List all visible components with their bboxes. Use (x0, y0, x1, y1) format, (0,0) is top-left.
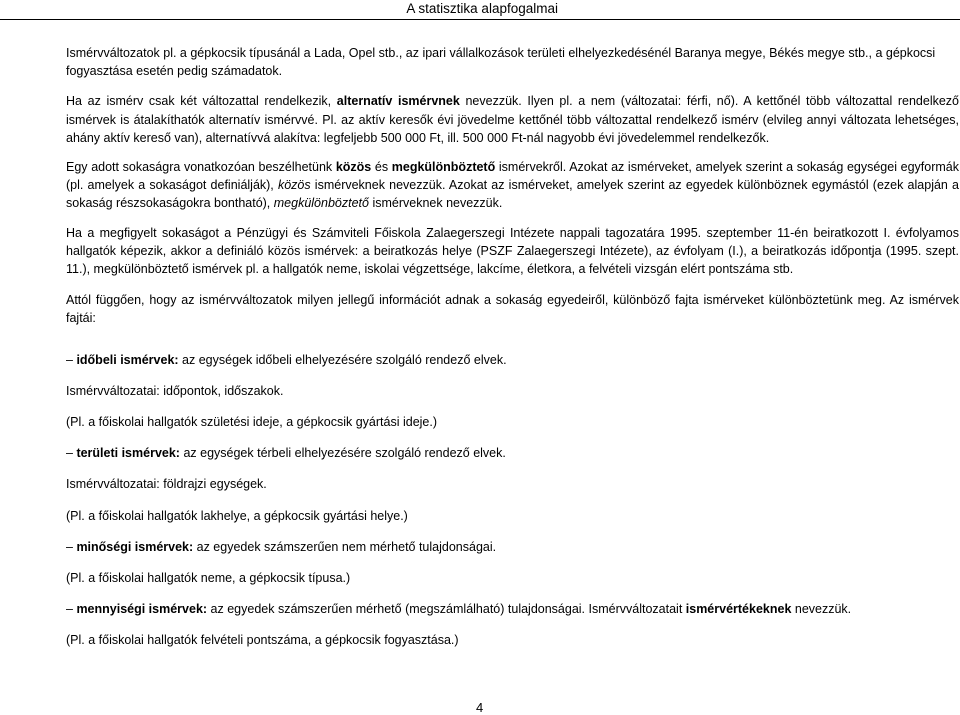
term-criterion-values: ismérvértékeknek (685, 602, 792, 617)
list-item-spatial: – területi ismérvek: az egységek térbeli elhelyezésére szolgáló rendező elvek. (66, 444, 959, 462)
term-spatial: területi ismérvek: (76, 446, 180, 461)
list-item-temporal: – időbeli ismérvek: az egységek időbeli elhelyezésére szolgáló rendező elvek. (66, 351, 959, 369)
spatial-example: (Pl. a főiskolai hallgatók lakhelye, a gépkocsik gyártási helye.) (66, 508, 408, 523)
page-header (0, 0, 960, 18)
paragraph-criteria-types-intro: Attól függően, hogy az ismérvváltozatok milyen jellegű információt adnak a sokaság egyedeiről, különböző fajta ismérveket különböztetünk meg. Az ismérvek fajtái: (66, 293, 959, 326)
running-header-title: A statisztika alapfogalmai (406, 1, 558, 16)
term-temporal: időbeli ismérvek: (76, 352, 179, 367)
quantitative-example: (Pl. a főiskolai hallgatók felvételi pontszáma, a gépkocsik fogyasztása.) (66, 633, 459, 648)
term-common: közös (335, 160, 372, 175)
term-distinguishing: megkülönböztető (391, 160, 496, 175)
qualitative-example: (Pl. a főiskolai hallgatók neme, a gépkocsik típusa.) (66, 571, 351, 586)
term-distinguishing-italic: megkülönböztető (273, 196, 369, 211)
list-item-quantitative: – mennyiségi ismérvek: az egyedek számszerűen mérhető (megszámlálható) tulajdonságai. Ismérvváltozatait ismérvértékeknek nevezzük. (66, 600, 959, 618)
term-common-italic: közös (277, 178, 311, 193)
paragraph-alternative-criteria: Ha az ismérv csak két változattal rendelkezik, alternatív ismérvnek nevezzük. Ilyen pl. a nem (változatai: férfi, nő). A kettőnél több változattal rendelkező ismérvek is átalakíthatók alternatív ismérvvé. Pl. az aktív keresők évi jövedelme kettőnél több változattal rendelkező ismérv (elvileg annyi változata lehetséges, ahány aktív kereső van), alternatívvá alakítva: legfeljebb 500 000 Ft, ill. 500 000 Ft-nál nagyobb évi jövedelemmel rendelkezők. (66, 94, 960, 145)
term-alternative: alternatív ismérvnek (336, 94, 460, 109)
temporal-variants: Ismérvváltozatai: időpontok, időszakok. (66, 383, 284, 398)
document-body (66, 44, 959, 650)
spatial-variants: Ismérvváltozatai: földrajzi egységek. (66, 477, 267, 492)
page-number: 4 (476, 700, 484, 715)
temporal-example: (Pl. a főiskolai hallgatók születési ideje, a gépkocsik gyártási ideje.) (66, 415, 438, 430)
paragraph-example-population: Ha a megfigyelt sokaságot a Pénzügyi és Számviteli Főiskola Zalaegerszegi Intézete nappali tagozatára 1995. szeptember 11-én beiratkozott I. évfolyamos hallgatók képezik, akkor a definiáló közös ismérvek: a beiratkozás helye (PSZF Zalaegerszegi Intézete), az évfolyam (I.), a beiratkozás időpontja (1995. szept. 11.), megkülönböztető ismérvek pl. a hallgatók neme, iskolai végzettsége, lakcíme, életkora, a felvételi vizsgán elért pontszáma stb. (66, 225, 959, 277)
term-qualitative: minőségi ismérvek: (76, 539, 194, 554)
paragraph-variants-intro: Ismérvváltozatok pl. a gépkocsik típusánál a Lada, Opel stb., az ipari vállalkozások területi elhelyezkedésénél Baranya megye, Békés megye stb., a gépkocsi fogyasztása esetén pedig számadatok. (66, 46, 936, 79)
header-rule (0, 19, 960, 20)
paragraph-common-distinguishing: Egy adott sokaságra vonatkozóan beszélhetünk közös és megkülönböztető ismérvekről. Azokat az ismérveket, amelyek szerint a sokaság egységei egyformák (pl. amelyek a sokaságot definiálják), közös ismérveknek nevezzük. Azokat az ismérveket, amelyek szerint az egyedek különböznek egymástól (ezek alapján a sokaság részsokaságokra bontható), megkülönböztető ismérveknek nevezzük. (66, 160, 959, 211)
term-quantitative: mennyiségi ismérvek: (76, 602, 208, 617)
list-item-qualitative: – minőségi ismérvek: az egyedek számszerűen nem mérhető tulajdonságai. (66, 538, 959, 556)
